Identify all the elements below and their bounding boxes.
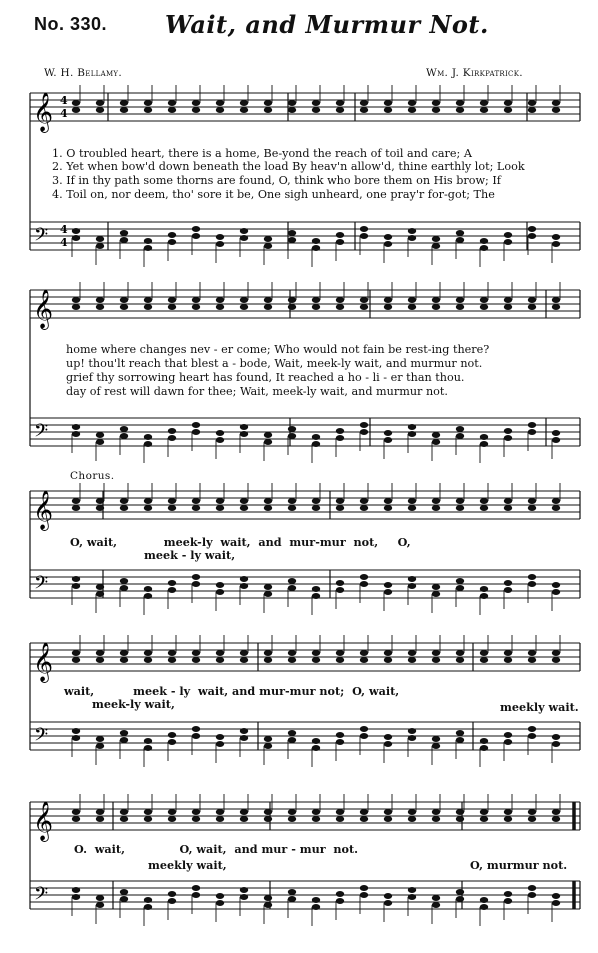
hymn-number: No. 330. <box>34 14 108 34</box>
treble-clef-icon: 𝄞 <box>33 642 54 682</box>
author-credit: W. H. Bellamy. <box>44 67 122 79</box>
verse-4-line-1: 4. Toil on, nor deem, tho' sore it be, One sigh unheard, one pray'r for-got; The <box>52 188 495 201</box>
bass-clef-icon: 𝄢 <box>34 884 49 909</box>
verse-3-line-2: grief thy sorrowing heart has found, It reached a ho - li - er than thou. <box>66 371 465 384</box>
bass-clef-icon: 𝄢 <box>34 421 49 446</box>
composer-credit: Wm. J. Kirkpatrick. <box>426 67 523 79</box>
bass-clef-icon: 𝄢 <box>34 225 49 250</box>
chorus-line-3-treble-lyrics: O. wait, O, wait, and mur - mur not. <box>74 842 359 856</box>
chorus-line-1-treble-lyrics: O, wait, meek-ly wait, and mur-mur not, O, <box>70 535 411 549</box>
bass-clef-icon: 𝄢 <box>34 725 49 750</box>
verse-2-line-1: 2. Yet when bow'd down beneath the load By heav'n allow'd, thine earthly lot; Look <box>52 160 525 173</box>
chorus-line-3-bass-lyrics-left: meekly wait, <box>148 858 227 872</box>
verse-1-line-2: home where changes nev - er come; Who would not fain be rest-ing there? <box>66 343 490 356</box>
chorus-line-2-bass-lyrics-left: meek-ly wait, <box>92 697 175 711</box>
chorus-line-2-treble-lyrics: wait, meek - ly wait, and mur-mur not; O, wait, <box>64 684 400 698</box>
treble-clef-icon: 𝄞 <box>33 289 54 329</box>
time-signature-bottom: 4 <box>60 107 68 120</box>
chorus-label: Chorus. <box>70 470 115 482</box>
treble-clef-icon: 𝄞 <box>33 801 54 841</box>
treble-clef-icon: 𝄞 <box>33 490 54 530</box>
verse-1-line-1: 1. O troubled heart, there is a home, Be-yond the reach of toil and care; A <box>52 147 472 160</box>
verse-2-line-2: up! thou'lt reach that blest a - bode, Wait, meek-ly wait, and murmur not. <box>66 357 483 370</box>
treble-clef-icon: 𝄞 <box>33 92 54 132</box>
chorus-line-2-bass-lyrics-right: meekly wait. <box>500 700 579 714</box>
hymn-title: Wait, and Murmur Not. <box>165 10 489 39</box>
chorus-line-3-bass-lyrics-right: O, murmur not. <box>470 858 568 872</box>
verse-4-line-2: day of rest will dawn for thee; Wait, meek-ly wait, and murmur not. <box>66 385 448 398</box>
verse-3-line-1: 3. If in thy path some thorns are found, O, think who bore them on His brow; If <box>52 174 501 187</box>
time-signature-top: 4 <box>60 94 68 107</box>
bass-time-signature-top: 4 <box>60 223 68 236</box>
chorus-line-1-bass-lyrics: meek - ly wait, <box>144 548 236 562</box>
bass-clef-icon: 𝄢 <box>34 573 49 598</box>
bass-time-signature-bottom: 4 <box>60 236 68 249</box>
